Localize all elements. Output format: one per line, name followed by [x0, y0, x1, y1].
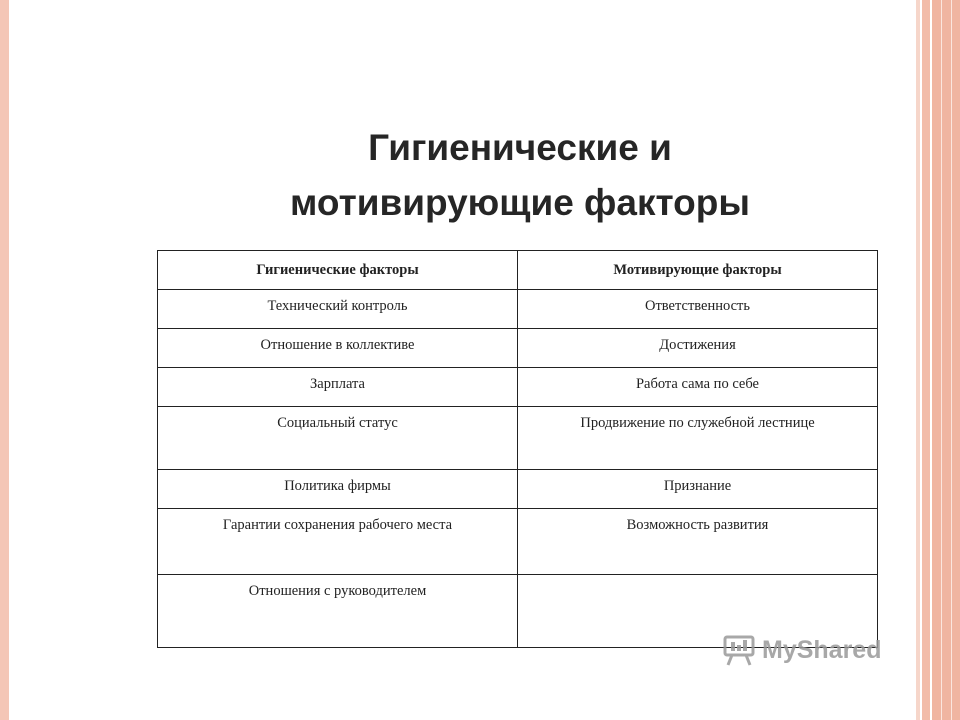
cell-text: Отношения с руководителем — [248, 583, 427, 599]
cell-text: Гарантии сохранения рабочего места — [222, 517, 453, 533]
cell-text: Зарплата — [310, 376, 365, 392]
table-row — [158, 470, 878, 509]
table-cell — [158, 290, 518, 329]
cell-text: Технический контроль — [267, 298, 408, 314]
table-row — [158, 368, 878, 407]
table-cell — [518, 470, 878, 509]
cell-text: Продвижение по служебной лестнице — [580, 415, 815, 431]
cell-text: Политика фирмы — [284, 478, 391, 494]
header-motivating-factors: Мотивирующие факторы — [518, 251, 878, 290]
presentation-board-icon — [722, 633, 756, 667]
table-cell — [518, 329, 878, 368]
table-cell — [158, 329, 518, 368]
right-decorative-line — [941, 0, 942, 720]
table-header-row — [158, 251, 878, 290]
cell-text: Достижения — [659, 337, 736, 353]
cell-text: Социальный статус — [277, 415, 398, 431]
cell-text — [518, 575, 877, 583]
table-cell — [518, 407, 878, 470]
table-cell — [158, 470, 518, 509]
cell-text: Признание — [663, 478, 732, 494]
right-decorative-line — [951, 0, 952, 720]
table-row — [158, 290, 878, 329]
watermark-text: MyShared — [762, 635, 882, 664]
slide-title-line1: Гигиенические и — [368, 127, 672, 168]
cell-text: Отношение в коллективе — [260, 337, 415, 353]
table-cell — [158, 509, 518, 575]
left-decorative-border — [0, 0, 9, 720]
factors-table — [157, 250, 878, 648]
table-row — [158, 407, 878, 470]
slide-title — [200, 120, 840, 230]
right-decorative-stripe — [922, 0, 930, 720]
table-cell — [158, 368, 518, 407]
cell-text: Возможность развития — [626, 517, 769, 533]
table-cell — [518, 290, 878, 329]
table-row — [158, 329, 878, 368]
myshared-watermark — [722, 630, 881, 670]
cell-text: Работа сама по себе — [635, 376, 759, 392]
table-cell — [158, 575, 518, 648]
table-cell — [158, 407, 518, 470]
table-cell — [518, 509, 878, 575]
right-decorative-stripe — [932, 0, 960, 720]
right-decorative-stripe — [916, 0, 920, 720]
header-hygiene-factors: Гигиенические факторы — [158, 251, 518, 290]
cell-text: Ответственность — [644, 298, 750, 314]
table-row — [158, 509, 878, 575]
slide-title-line2: мотивирующие факторы — [290, 182, 750, 223]
table-cell — [518, 368, 878, 407]
